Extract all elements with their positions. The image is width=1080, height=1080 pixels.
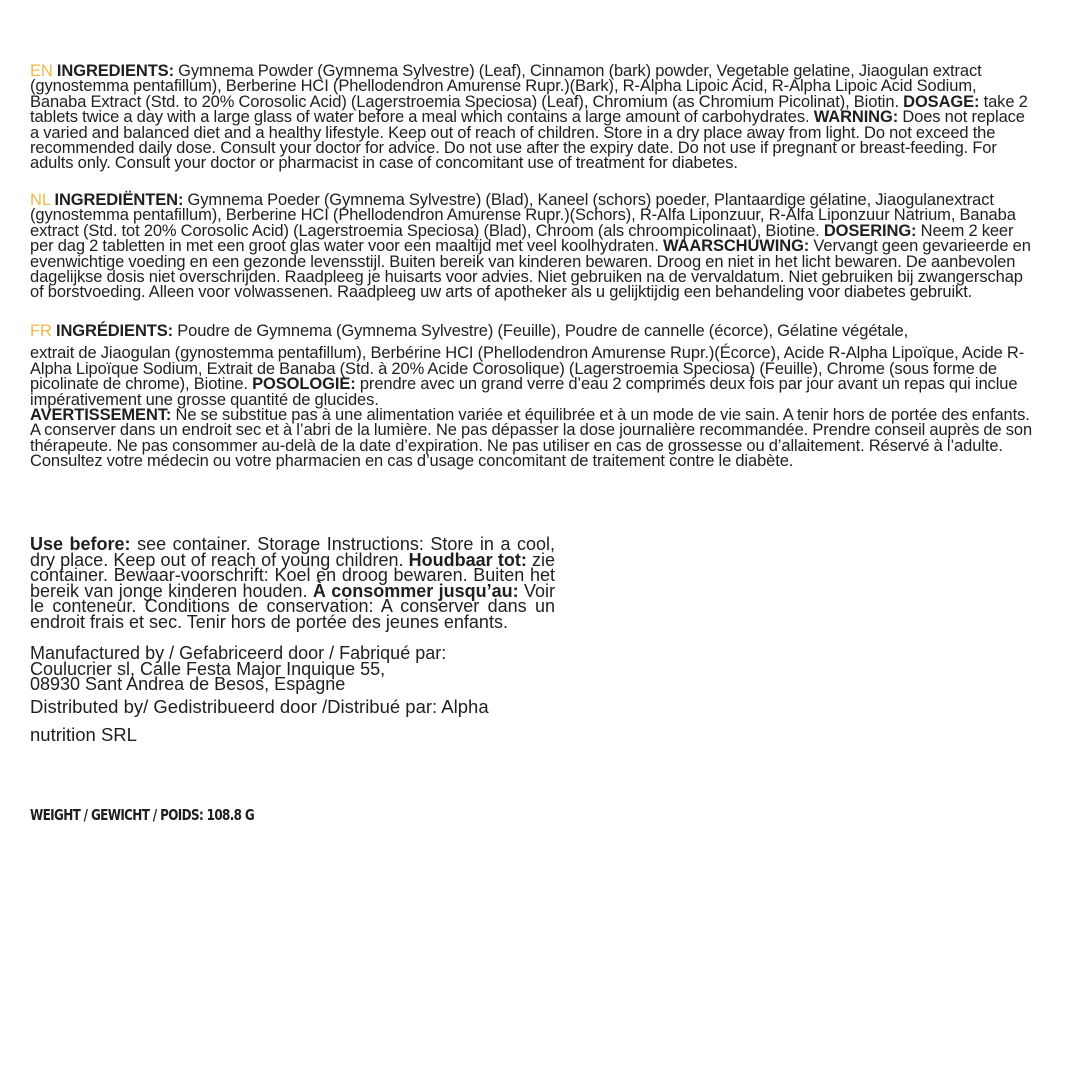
ingredients-heading-fr	[30, 324, 1035, 339]
ingredients-block-nl	[30, 193, 1035, 301]
ingredients-text-nl: Gymnema Poeder (Gymnema Sylvestre) (Blad), Kaneel (schors) poeder, Plantaardige gélatine, Jiaogulanextract (gynostemma pentafillum), Berberine HCI (Phellodendron Amurense Rupr.)(Schors), R-Alfa Liponzuur, R-Alfa Liponzuur Natrium, Banaba extract (Std. tot 20% Corosolic Acid) (Lagerstroemia Speciosa) (Blad), Chroom (als chroompicolinaat), Biotine.	[30, 191, 1016, 240]
storage-block	[30, 534, 556, 632]
language-code-fr: FR	[30, 322, 52, 340]
manufacturer-address-city: 08930 Sant Andrea de Besos, Espagne	[30, 674, 346, 694]
ingredients-text-en: Gymnema Powder (Gymnema Sylvestre) (Leaf), Cinnamon (bark) powder, Vegetable gelatine, Jiaogulan extract (gynostemma pentafillum), Berberine HCI (Phellodendron Amurense Rupr.)(Bark), R-Alpha Lipoic Acid, R-Alpha Lipoic Acid Sodium, Banaba Extract (Std. to 20% Corosolic Acid) (Lagerstroemia Speciosa) (Leaf), Chromium (as Chromium Picolinat), Biotin.	[30, 62, 982, 111]
use-before-text: see container. Storage Instructions: Store in a cool, dry place. Keep out of reach of young children.	[30, 534, 555, 570]
dosage-label-en: DOSAGE:	[903, 92, 980, 111]
language-code-en: EN	[30, 62, 53, 80]
ingredients-block-en	[30, 64, 1035, 172]
manufacturer-block	[30, 643, 590, 694]
a-consommer-label: À consommer jusqu’au:	[312, 580, 519, 601]
manufacturer-address-street: Coulucrier sl, Calle Festa Major Inquique 55,	[30, 658, 386, 679]
warning-text-fr: Ne se substitue pas à une alimentation variée et équilibrée et à un mode de vie sain. A tenir hors de portée des enfants. A conserver dans un endroit sec et à l’abri de la lumière. Ne pas dépasser la dose journalière recommandée. Prendre conseil auprès de son thérapeute. Ne pas consommer au-delà de la date d’expiration. Ne pas utiliser en cas de grossesse ou d’allaitement. Réservé à l’adulte. Consultez votre médecin ou votre pharmacien en cas d’usage concomitant de traitement contre le diabète.	[30, 406, 1033, 471]
a-consommer-text: Voir le conteneur. Conditions de conservation: A conserver dans un endroit frais et sec. Tenir hors de portée des jeunes enfants.	[30, 580, 555, 632]
warning-label-nl: WAARSCHUWING:	[662, 237, 810, 256]
ingredients-label-en: INGREDIENTS:	[56, 62, 174, 80]
houdbaar-tot-label: Houdbaar tot:	[408, 549, 527, 570]
dosage-text-en: take 2 tablets twice a day with a large glass of water before a meal which contains a large amount of carbohydrates.	[30, 92, 1028, 127]
warning-label-fr: AVERTISSEMENT:	[30, 406, 172, 425]
language-code-nl: NL	[30, 191, 51, 209]
weight-label: WEIGHT / GEWICHT / POIDS: 108.8 G	[30, 806, 255, 824]
ingredients-label-nl: INGREDIËNTEN:	[54, 191, 184, 209]
dosage-label-nl: DOSERING:	[823, 221, 917, 240]
warning-label-en: WARNING:	[813, 108, 899, 127]
dosage-label-fr: POSOLOGIE:	[252, 375, 356, 394]
houdbaar-tot-text: zie container. Bewaar-voorschrift: Koel en droog bewaren. Buiten het bereik van jonge kinderen houden.	[30, 549, 556, 601]
ingredients-label-fr: INGRÉDIENTS:	[55, 322, 174, 340]
manufacturer-heading: Manufactured by / Gefabriceerd door / Fabriqué par:	[30, 643, 447, 663]
ingredients-block-fr	[30, 324, 1035, 470]
dosage-text-nl: Neem 2 keer per dag 2 tabletten in met een groot glas water voor een maaltijd met veel koolhydraten.	[30, 221, 1014, 256]
dosage-text-fr: prendre avec un grand verre d’eau 2 comprimés deux fois par jour avant un repas qui inclue impérativement une grosse quantité de glucides.	[30, 375, 1018, 409]
ingredients-text-fr: extrait de Jiaogulan (gynostemma pentafillum), Berbérine HCI (Phellodendron Amurense Rupr.)(Écorce), Acide R-Alpha Lipoïque, Acide R-Alpha Lipoïque Sodium, Extrait de Banaba (Std. à 20% Acide Corosolique) (Lagerstroemia Speciosa) (Feuille), Chrome (sous forme de picolinate de chrome), Biotine.	[30, 344, 1025, 394]
use-before-label: Use before:	[30, 534, 131, 554]
warning-text-en: Does not replace a varied and balanced diet and a healthy lifestyle. Keep out of reach of children. Store in a dry place away from light. Do not exceed the recommended daily dose. Consult your doctor for advice. Do not use after the expiry date. Do not use if pregnant or breast-feeding. For adults only. Consult your doctor or pharmacist in case of concomitant use of treatment for diabetes.	[30, 108, 1025, 173]
distributor-text: Distributed by/ Gedistribueerd door /Distribué par: Alpha nutrition SRL	[30, 696, 489, 745]
warning-text-nl: Vervangt geen gevarieerde en evenwichtige voeding en een gezonde levensstijl. Buiten bereik van kinderen bewaren. Droog en niet in het licht bewaren. De aanbevolen dagelijkse dosis niet overschrijden. Raadpleeg je huisarts voor advies. Niet gebruiken na de vervaldatum. Niet gebruiken bij zwangerschap of borstvoeding. Alleen voor volwassenen. Raadpleeg uw arts of apotheker als u gelijktijdig een behandeling voor diabetes gebruikt.	[30, 237, 1031, 302]
ingredients-text-fr-line1: Poudre de Gymnema (Gymnema Sylvestre) (Feuille), Poudre de cannelle (écorce), Gélatine végétale,	[177, 322, 909, 340]
